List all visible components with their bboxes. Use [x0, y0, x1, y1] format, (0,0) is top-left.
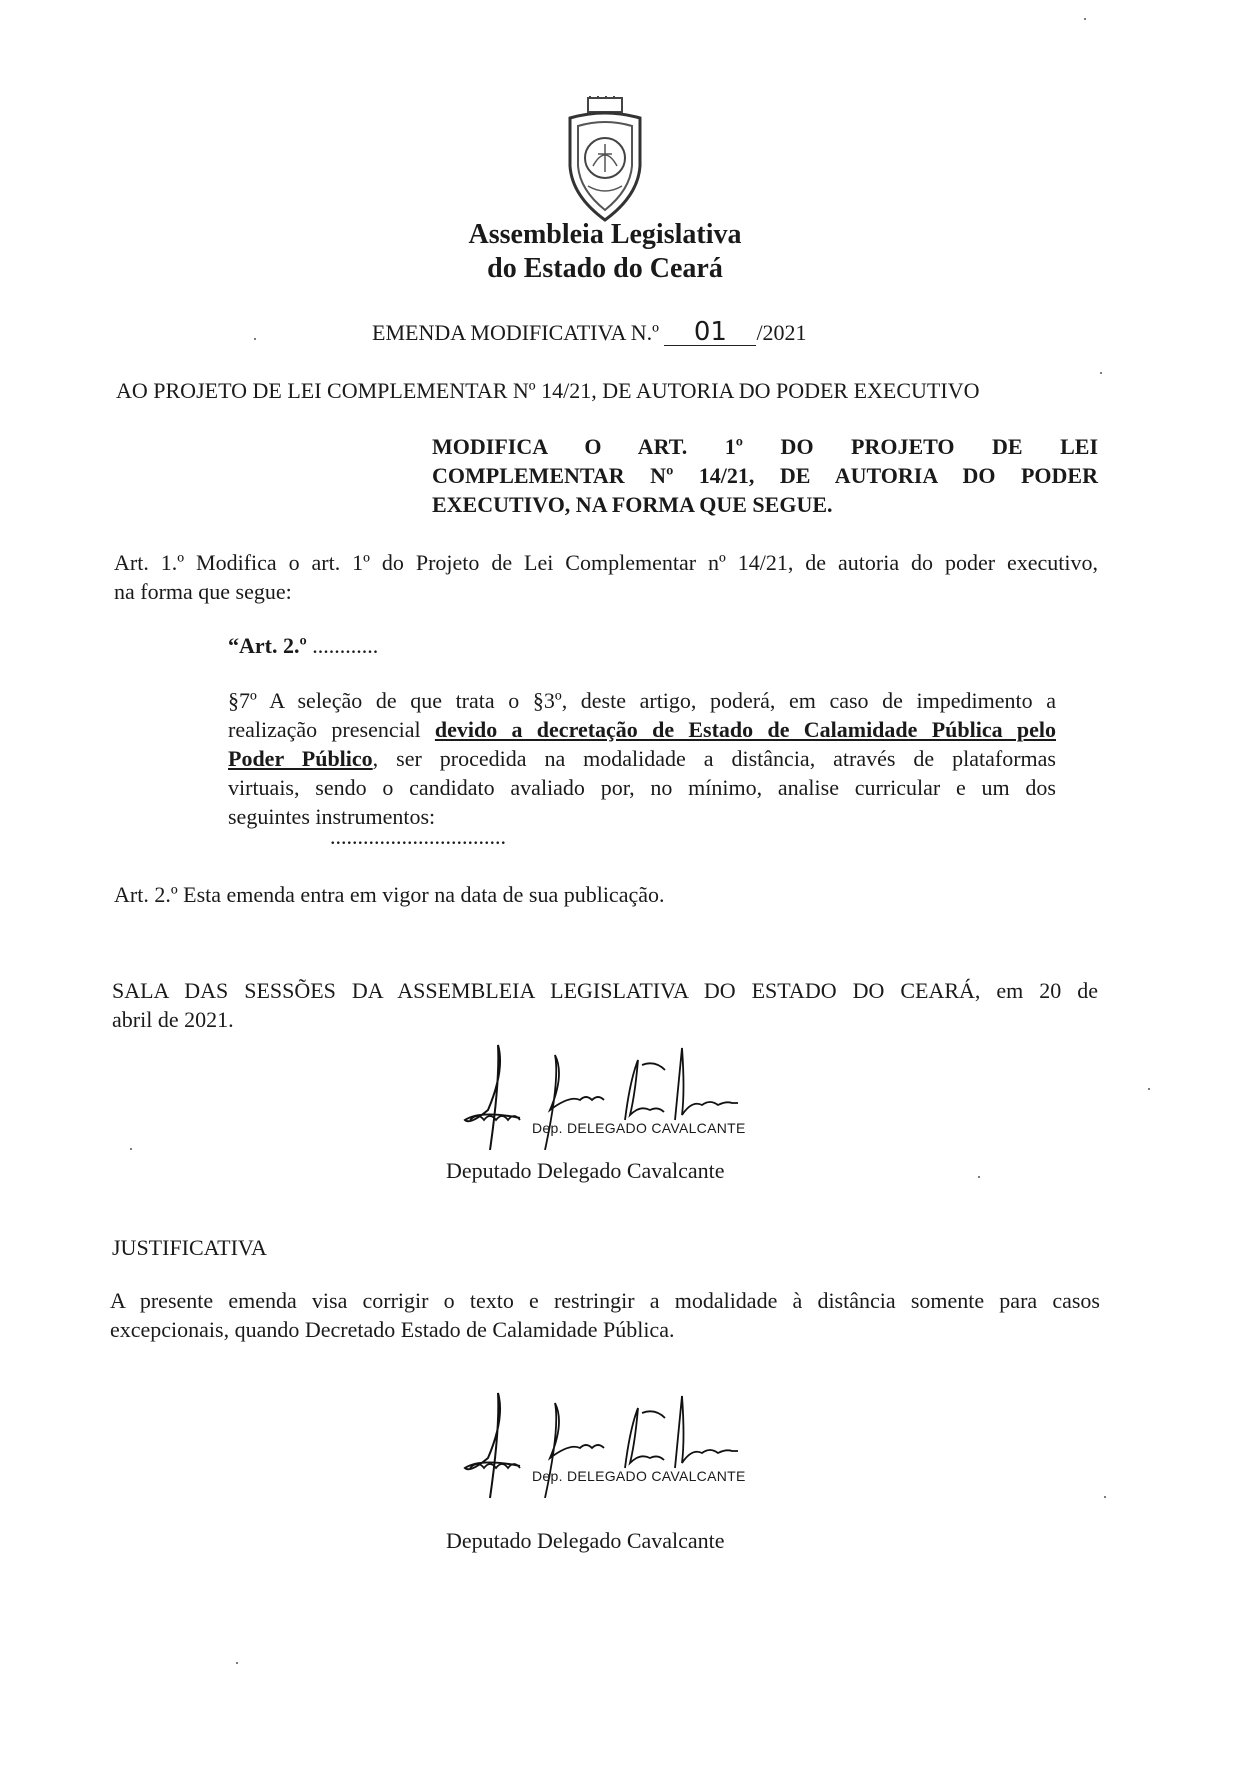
scan-speck: [1104, 1496, 1106, 1498]
paragraph-7-dots: ................................: [330, 824, 506, 849]
paragraph-7-line1: §7º A seleção de que trata o §3º, deste artigo, poderá, em caso de impedimento a: [228, 688, 1056, 713]
justificativa-text: [110, 1286, 1100, 1344]
title-suffix: /2021: [756, 320, 807, 345]
sala-line1: SALA DAS SESSÕES DA ASSEMBLEIA LEGISLATIVA DO ESTADO DO CEARÁ, em 20 de: [112, 978, 1098, 1003]
sala-line2: abril de 2021.: [112, 1007, 234, 1032]
document-subtitle: AO PROJETO DE LEI COMPLEMENTAR Nº 14/21, DE AUTORIA DO PODER EXECUTIVO: [116, 378, 980, 403]
signature-stamp-2: Dep. DELEGADO CAVALCANTE: [532, 1468, 746, 1484]
underlined-amendment-text: devido a decretação de Estado de Calamidade Pública pelo: [434, 717, 1056, 742]
institution-line2: do Estado do Ceará: [487, 253, 723, 284]
scan-speck: [1100, 372, 1102, 374]
sala-das-sessoes: [112, 976, 1098, 1034]
signature-block-1: [460, 1040, 760, 1150]
justificativa-line2: excepcionais, quando Decretado Estado de Calamidade Pública.: [110, 1317, 675, 1342]
paragraph-7: [228, 686, 1056, 831]
signer-name-1: Deputado Delegado Cavalcante: [446, 1158, 725, 1183]
ementa: [432, 432, 1098, 519]
quoted-art-dots: ............: [312, 633, 379, 658]
paragraph-7-line5: seguintes instrumentos:: [228, 804, 436, 829]
signature-block-2: [460, 1388, 760, 1498]
article-2: Art. 2.º Esta emenda entra em vigor na data de sua publicação.: [114, 882, 665, 907]
scan-speck: [236, 1662, 238, 1664]
institution-line1: Assembleia Legislativa: [468, 219, 742, 250]
justificativa-line1: A presente emenda visa corrigir o texto e restringir a modalidade à distância somente para casos: [110, 1288, 1100, 1313]
document-title: [372, 318, 807, 348]
scan-speck: [978, 1176, 980, 1178]
scan-speck: [1084, 18, 1086, 20]
scan-speck: [254, 338, 256, 340]
justificativa-heading: JUSTIFICATIVA: [112, 1235, 267, 1260]
paragraph-7-line3-plain: , ser procedida na modalidade a distância, através de plataformas: [372, 746, 1056, 771]
ementa-line3: EXECUTIVO, NA FORMA QUE SEGUE.: [432, 492, 833, 517]
signer-name-2: Deputado Delegado Cavalcante: [446, 1528, 725, 1553]
scan-speck: [1148, 1088, 1150, 1090]
quoted-article-label: [228, 631, 378, 661]
paragraph-7-line4: virtuais, sendo o candidato avaliado por, no mínimo, analise curricular e um dos: [228, 775, 1056, 800]
ementa-line1: MODIFICA O ART. 1º DO PROJETO DE LEI: [432, 434, 1098, 459]
ementa-line2: COMPLEMENTAR Nº 14/21, DE AUTORIA DO PODER: [432, 463, 1098, 488]
paragraph-7-line3: [228, 744, 1056, 773]
article-1: [114, 548, 1098, 606]
emenda-number: 01: [664, 319, 756, 346]
signature-stamp-1: Dep. DELEGADO CAVALCANTE: [532, 1120, 746, 1136]
paragraph-7-line2-plain: realização presencial: [228, 717, 435, 742]
article-1-line1: Art. 1.º Modifica o art. 1º do Projeto de Lei Complementar nº 14/21, de autoria do poder executivo,: [114, 550, 1098, 575]
underlined-amendment-text-2: Poder Público: [228, 746, 373, 771]
institution-name: [400, 218, 810, 286]
paragraph-7-line2: [228, 715, 1056, 744]
scan-speck: [130, 1148, 132, 1150]
title-prefix: EMENDA MODIFICATIVA N.º: [372, 320, 659, 345]
article-1-line2: na forma que segue:: [114, 579, 292, 604]
state-seal-icon: [560, 96, 650, 224]
quoted-art-number: “Art. 2.º: [228, 633, 307, 658]
